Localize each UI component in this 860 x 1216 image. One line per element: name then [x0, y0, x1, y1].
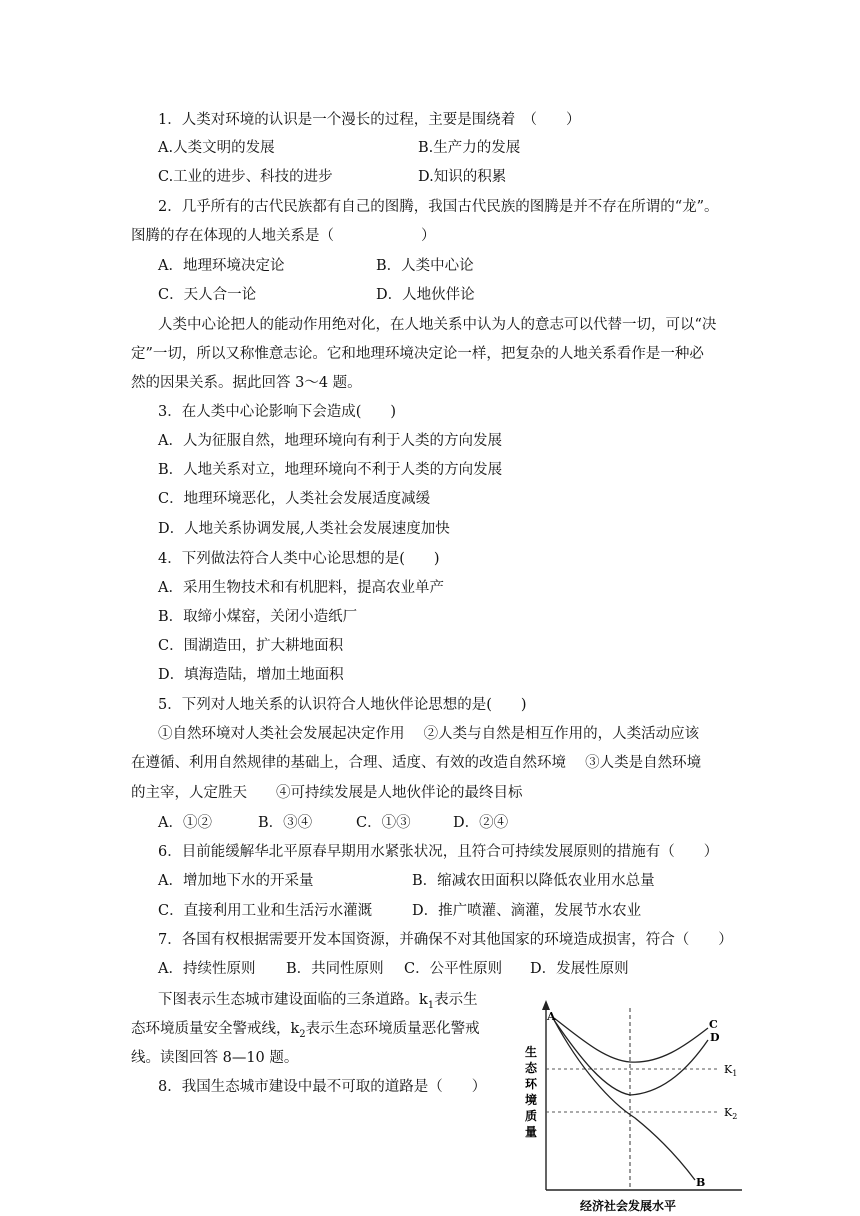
q5-option-d: D．②④ [453, 815, 509, 831]
label-a: A [547, 1010, 556, 1023]
passage-3-4-line1: 人类中心论把人的能动作用绝对化，在人地关系中认为人的意志可以代替一切，可以“决 [158, 317, 717, 333]
q6-option-b: B．缩减农田面积以降低农业用水总量 [412, 873, 655, 889]
q5-option-b: B．③④ [258, 815, 313, 831]
q3-option-c: C．地理环境恶化，人类社会发展适度减缓 [158, 491, 431, 507]
xlabel: 经济社会发展水平 [580, 1199, 677, 1213]
q5-body-line3: 的主宰，人定胜天 ④可持续发展是人地伙伴论的最终目标 [131, 785, 523, 801]
passage-3-4-line2: 定”一切，所以又称惟意志论。它和地理环境决定论一样，把复杂的人地关系看作是一种必 [131, 346, 704, 362]
q5-option-a: A．①② [158, 815, 212, 831]
q8-stem: 8．我国生态城市建设中最不可取的道路是（ ） [158, 1079, 487, 1095]
q6-option-c: C．直接利用工业和生活污水灌溉 [158, 903, 373, 919]
passage-8-10-line1: 下图表示生态城市建设面临的三条道路。$k_1$表示生 [158, 992, 478, 1011]
q4-option-b: B．取缔小煤窑，关闭小造纸厂 [158, 609, 358, 625]
q5-stem: 5．下列对人地关系的认识符合人地伙伴论思想的是( ) [158, 697, 527, 713]
q3-stem: 3．在人类中心论影响下会造成( ) [158, 404, 397, 420]
q4-option-a: A．采用生物技术和有机肥料，提高农业单产 [158, 580, 444, 596]
q2-option-b: B．人类中心论 [376, 258, 474, 274]
q7-option-b: B．共同性原则 [286, 961, 384, 977]
q4-option-d: D．填海造陆，增加土地面积 [158, 667, 344, 683]
curve-b [554, 1020, 695, 1180]
passage-3-4-line3: 然的因果关系。据此回答 3～4 题。 [131, 375, 362, 391]
q7-option-d: D．发展性原则 [530, 961, 629, 977]
ylabel-char-4: 质 [525, 1109, 538, 1123]
curve-c [554, 1018, 708, 1062]
ylabel-char-3: 境 [525, 1093, 538, 1107]
q2-option-c: C．天人合一论 [158, 287, 257, 303]
q3-option-a: A．人为征服自然，地理环境向有利于人类的方向发展 [158, 433, 502, 449]
q6-option-a: A．增加地下水的开采量 [158, 873, 314, 889]
ylabel-char-0: 生 [525, 1045, 538, 1059]
eco-city-diagram [520, 998, 745, 1216]
q3-option-d: D．人地关系协调发展,人类社会发展速度加快 [158, 521, 450, 537]
q7-option-c: C．公平性原则 [404, 961, 503, 977]
label-c: C [709, 1018, 718, 1031]
q6-option-d: D．推广喷灌、滴灌，发展节水农业 [412, 903, 642, 919]
k2-label: $K_2$ [724, 1106, 738, 1121]
q5-body-line2: 在遵循、利用自然规律的基础上，合理、适度、有效的改造自然环境 ③人类是自然环境 [131, 755, 702, 771]
q7-option-a: A．持续性原则 [158, 961, 256, 977]
q5-option-c: C．①③ [356, 815, 411, 831]
q4-option-c: C．围湖造田，扩大耕地面积 [158, 638, 344, 654]
q3-option-b: B．人地关系对立，地理环境向不利于人类的方向发展 [158, 462, 503, 478]
k1-label: $K_1$ [724, 1063, 738, 1078]
q1-stem: 1．人类对环境的认识是一个漫长的过程，主要是围绕着 （ ） [158, 112, 581, 128]
q5-body-line1: ①自然环境对人类社会发展起决定作用 ②人类与自然是相互作用的，人类活动应该 [158, 726, 700, 742]
q2-stem-line2: 图腾的存在体现的人地关系是（ ） [131, 228, 436, 244]
label-d: D [710, 1031, 720, 1044]
ylabel-char-5: 量 [525, 1125, 538, 1139]
q1-option-c: C.工业的进步、科技的进步 [158, 169, 333, 185]
ylabel-char-2: 环 [525, 1077, 538, 1091]
q6-stem: 6．目前能缓解华北平原春早期用水紧张状况，且符合可持续发展原则的措施有（ ） [158, 844, 719, 860]
q1-option-a: A.人类文明的发展 [158, 140, 275, 156]
q7-stem: 7．各国有权根据需要开发本国资源，并确保不对其他国家的环境造成损害，符合（ ） [158, 932, 733, 948]
q2-option-d: D．人地伙伴论 [376, 287, 475, 303]
q4-stem: 4．下列做法符合人类中心论思想的是( ) [158, 551, 440, 567]
q2-stem-line1: 2．几乎所有的古代民族都有自己的图腾，我国古代民族的图腾是并不存在所谓的“龙”。 [158, 199, 719, 215]
ylabel-char-1: 态 [525, 1061, 538, 1075]
q1-option-d: D.知识的积累 [418, 169, 507, 185]
q1-option-b: B.生产力的发展 [418, 140, 521, 156]
y-axis-arrow [542, 1000, 550, 1010]
label-b: B [696, 1176, 706, 1189]
q2-option-a: A．地理环境决定论 [158, 258, 285, 274]
passage-8-10-line3: 线。读图回答 8—10 题。 [131, 1050, 299, 1066]
passage-8-10-line2: 态环境质量安全警戒线，$k_2$表示生态环境质量恶化警戒 [131, 1021, 480, 1040]
